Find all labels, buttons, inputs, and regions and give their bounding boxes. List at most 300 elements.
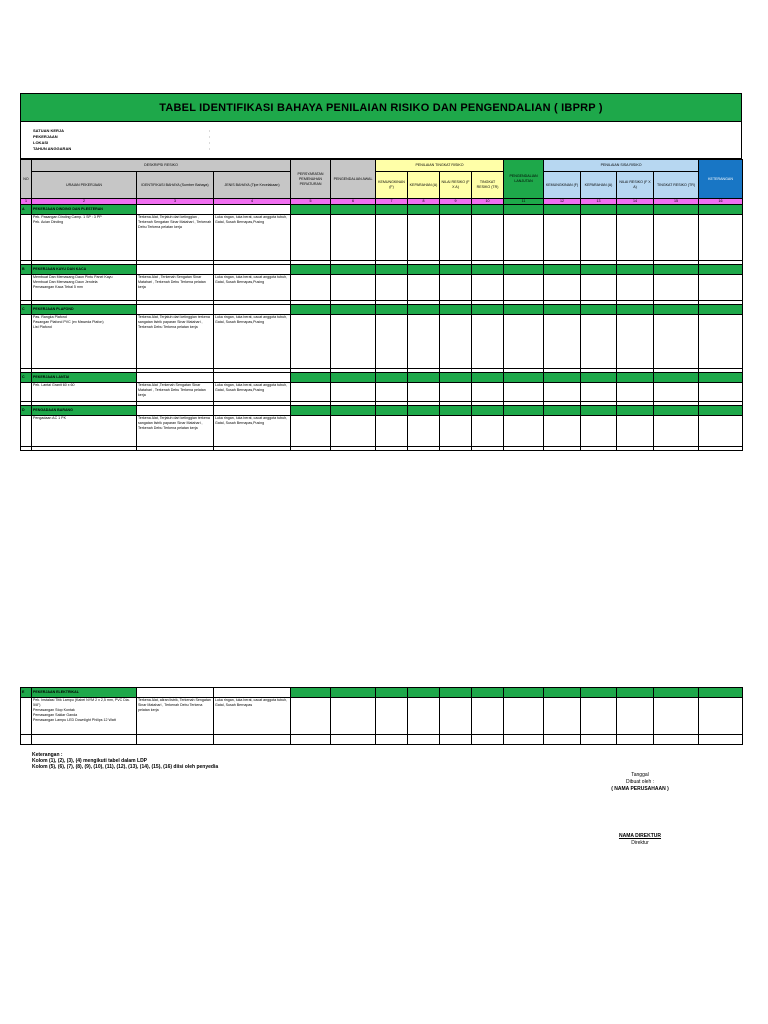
empty-cell (504, 698, 544, 735)
empty-cell (21, 698, 32, 735)
section-row (21, 265, 743, 275)
empty-cell (472, 735, 504, 745)
empty-cell (617, 698, 654, 735)
empty-cell (472, 447, 504, 451)
empty-cell (544, 735, 581, 745)
empty-cell (291, 383, 331, 402)
empty-cell (214, 406, 291, 416)
empty-cell (291, 275, 331, 301)
empty-cell (331, 315, 376, 369)
section-letter: D (21, 406, 32, 416)
empty-cell (581, 373, 617, 383)
empty-cell (654, 406, 699, 416)
signature-director-title: Direktur (631, 840, 649, 846)
info-colon: : (209, 146, 211, 151)
section-name: PEKERJAAN KAYU DAN KACA (32, 265, 137, 275)
empty-cell (408, 688, 440, 698)
empty-cell (291, 735, 331, 745)
blank-row-e (21, 735, 743, 745)
header-no: NO (21, 160, 32, 199)
empty-cell (504, 215, 544, 261)
empty-cell (21, 215, 32, 261)
empty-cell (544, 205, 581, 215)
section-letter: E (21, 688, 32, 698)
column-number: 5 (291, 199, 331, 205)
empty-cell (408, 416, 440, 447)
empty-cell (291, 315, 331, 369)
empty-cell (581, 698, 617, 735)
uraian-cell: Membuat Dan Memasang Daun Pintu Panel Kayu Membuat Dan Memasang Daun Jendela Pemasangan Kaca Tebal 5 mm (32, 275, 137, 301)
empty-cell (376, 735, 408, 745)
ibprp-sheet-continued (20, 687, 742, 745)
empty-cell (504, 373, 544, 383)
info-box (20, 122, 742, 159)
header-jenis: JENIS BAHAYA (Tipe Kecelakaan) (214, 172, 291, 199)
empty-cell (376, 383, 408, 402)
risk-table (20, 159, 743, 451)
empty-cell (654, 416, 699, 447)
empty-cell (544, 265, 581, 275)
header-penilaian-tingkat: PENILAIAN TINGKAT RISIKO (376, 160, 504, 172)
empty-cell (408, 275, 440, 301)
empty-cell (376, 315, 408, 369)
empty-cell (291, 373, 331, 383)
signature-footer (560, 833, 720, 847)
empty-cell (408, 698, 440, 735)
empty-cell (440, 215, 472, 261)
header-uraian: URAIAN PEKERJAAN (32, 172, 137, 199)
empty-cell (544, 688, 581, 698)
empty-cell (544, 416, 581, 447)
header-deskripsi: DESKRIPSI RESIKO (32, 160, 291, 172)
empty-cell (376, 205, 408, 215)
empty-cell (376, 698, 408, 735)
empty-cell (291, 406, 331, 416)
section-name: PEKERJAAN ELEKTRIKAL (32, 688, 137, 698)
empty-cell (472, 416, 504, 447)
empty-cell (21, 315, 32, 369)
empty-cell (137, 688, 214, 698)
identifikasi-cell: Terkena Alat , Terkenah Sengatan Sinar Matahari , Terkenah Debu Terkena pelatan kerja (137, 275, 214, 301)
empty-cell (376, 688, 408, 698)
empty-cell (654, 373, 699, 383)
empty-cell (408, 735, 440, 745)
empty-cell (504, 406, 544, 416)
empty-cell (699, 416, 743, 447)
empty-cell (137, 305, 214, 315)
empty-cell (617, 305, 654, 315)
column-number: 11 (504, 199, 544, 205)
page-title: TABEL IDENTIFIKASI BAHAYA PENILAIAN RISIKO DAN PENGENDALIAN ( IBPRP ) (159, 101, 603, 114)
risk-table-continued (20, 687, 743, 745)
detail-row (21, 416, 743, 447)
empty-cell (214, 265, 291, 275)
column-number: 8 (408, 199, 440, 205)
empty-cell (654, 383, 699, 402)
empty-cell (617, 265, 654, 275)
empty-cell (408, 383, 440, 402)
empty-cell (440, 735, 472, 745)
empty-cell (408, 305, 440, 315)
empty-cell (617, 383, 654, 402)
empty-cell (617, 406, 654, 416)
empty-cell (440, 275, 472, 301)
spacer-row (21, 447, 743, 451)
empty-cell (504, 447, 544, 451)
jenis-cell: Luka ringan, luka berat, cacat anggota tubuh, Gatal, Susah Bernapas (214, 698, 291, 735)
empty-cell (440, 406, 472, 416)
empty-cell (21, 416, 32, 447)
empty-cell (331, 698, 376, 735)
empty-cell (376, 406, 408, 416)
empty-cell (408, 315, 440, 369)
section-name: PEKERJAAN DINDING DAN PLESTERAN (32, 205, 137, 215)
empty-cell (137, 373, 214, 383)
empty-cell (331, 215, 376, 261)
empty-cell (214, 205, 291, 215)
empty-cell (291, 215, 331, 261)
uraian-cell: Pek. Instalasi Titik Lampu (Kabel NYM 2 x 2,5 mm, PVC Dia. 5/8") Pemasangan Stop Kontak Pemasangan Saklar Ganda Pemasangan Lampu LED Downlight Philips 12 Watt (32, 698, 137, 735)
empty-cell (408, 215, 440, 261)
notes-label: Keterangan : (32, 752, 63, 758)
empty-cell (472, 688, 504, 698)
column-number: 1 (21, 199, 32, 205)
empty-cell (699, 735, 743, 745)
empty-cell (472, 305, 504, 315)
empty-cell (504, 416, 544, 447)
header-tingkat-resiko-sisa: TINGKAT RESIKO (TR) (654, 172, 699, 199)
empty-cell (331, 265, 376, 275)
empty-cell (504, 315, 544, 369)
empty-cell (654, 688, 699, 698)
empty-cell (699, 265, 743, 275)
empty-cell (331, 406, 376, 416)
header-pengendalian-lanjutan: PENGENDALIAN LANJUTAN (504, 160, 544, 199)
section-name: PEKERJAAN LANTAI (32, 373, 137, 383)
empty-cell (21, 735, 32, 745)
section-name: PENGADAAN BARANG (32, 406, 137, 416)
column-number: 4 (214, 199, 291, 205)
empty-cell (581, 305, 617, 315)
identifikasi-cell: Terkena Alat, Terjatuh dari ketinggian terkena sangatan listrik paparan Sinar Matahari , Terkenah Debu Terkena pelatan kerja (137, 416, 214, 447)
empty-cell (21, 275, 32, 301)
empty-cell (408, 205, 440, 215)
header-persyaratan: PERSYARATAN PEMENUHAN PERATURAN (291, 160, 331, 199)
empty-cell (504, 735, 544, 745)
column-number: 2 (32, 199, 137, 205)
section-row (21, 373, 743, 383)
empty-cell (654, 275, 699, 301)
empty-cell (137, 265, 214, 275)
empty-cell (581, 735, 617, 745)
empty-cell (581, 265, 617, 275)
column-number: 16 (699, 199, 743, 205)
empty-cell (440, 315, 472, 369)
signature-header (560, 772, 720, 793)
empty-cell (699, 275, 743, 301)
empty-cell (440, 205, 472, 215)
empty-cell (137, 735, 214, 745)
empty-cell (408, 406, 440, 416)
empty-cell (331, 305, 376, 315)
empty-cell (137, 205, 214, 215)
jenis-cell: Luka ringan, luka berat, cacat anggota tubuh, Gatal, Susah Bernapas,Pusing (214, 275, 291, 301)
section-row (21, 305, 743, 315)
column-number: 15 (654, 199, 699, 205)
empty-cell (699, 447, 743, 451)
empty-cell (654, 305, 699, 315)
empty-cell (472, 205, 504, 215)
empty-cell (440, 698, 472, 735)
empty-cell (472, 383, 504, 402)
column-number: 13 (581, 199, 617, 205)
empty-cell (472, 373, 504, 383)
section-letter: C (21, 305, 32, 315)
header-identifikasi: IDENTIFIKASI BAHAYA (Sumber Bahaya) (137, 172, 214, 199)
empty-cell (654, 698, 699, 735)
empty-cell (581, 447, 617, 451)
empty-cell (617, 205, 654, 215)
empty-cell (472, 275, 504, 301)
empty-cell (581, 406, 617, 416)
empty-cell (21, 447, 32, 451)
detail-row (21, 383, 743, 402)
empty-cell (214, 688, 291, 698)
empty-cell (699, 315, 743, 369)
uraian-cell: Pas. Rangka Plafond Pasangan Plafond PVC (ex Msweda Plafon) List Plafond (32, 315, 137, 369)
column-number: 7 (376, 199, 408, 205)
empty-cell (376, 373, 408, 383)
empty-cell (699, 383, 743, 402)
identifikasi-cell: Terkena Alat, Terjatuh dari ketinggian terkena sangatan listrik paparan Sinar Matahari , Terkenah Debu Terkena pelatan kerja (137, 315, 214, 369)
header-kemungkinan: KEMUNGKINAN (F) (376, 172, 408, 199)
empty-cell (581, 688, 617, 698)
empty-cell (32, 447, 137, 451)
empty-cell (581, 383, 617, 402)
empty-cell (617, 215, 654, 261)
signature-company: ( NAMA PERUSAHAAN ) (611, 786, 669, 792)
empty-cell (331, 735, 376, 745)
empty-cell (291, 416, 331, 447)
info-label-lokasi: LOKASI (33, 140, 49, 145)
empty-cell (214, 447, 291, 451)
jenis-cell: Luka ringan, luka berat, cacat anggota tubuh, Gatal, Susah Bernapas,Pusing (214, 383, 291, 402)
header-keterangan: KETERANGAN (699, 160, 743, 199)
empty-cell (617, 735, 654, 745)
empty-cell (440, 265, 472, 275)
header-kemungkinan-sisa: KEMUNGKINAN (F) (544, 172, 581, 199)
empty-cell (699, 305, 743, 315)
empty-cell (617, 315, 654, 369)
empty-cell (472, 315, 504, 369)
section-body (21, 205, 743, 451)
empty-cell (504, 305, 544, 315)
empty-cell (544, 447, 581, 451)
column-number: 6 (331, 199, 376, 205)
info-label-tahun-anggaran: TAHUN ANGGARAN (33, 146, 72, 151)
empty-cell (699, 373, 743, 383)
empty-cell (376, 275, 408, 301)
empty-cell (504, 275, 544, 301)
empty-cell (440, 373, 472, 383)
empty-cell (376, 416, 408, 447)
notes-line-2: Kolom (5), (6), (7), (8), (9), (10), (11), (12), (13), (14), (15), (16) diisi oleh penyedia (32, 764, 219, 770)
empty-cell (440, 688, 472, 698)
empty-cell (544, 275, 581, 301)
empty-cell (331, 688, 376, 698)
header-penilaian-sisa: PENILAIAN SISA RISIKO (544, 160, 699, 172)
empty-cell (617, 688, 654, 698)
empty-cell (472, 215, 504, 261)
empty-cell (544, 315, 581, 369)
detail-row (21, 275, 743, 301)
empty-cell (504, 688, 544, 698)
section-name: PEKERJAAN PLAFOND (32, 305, 137, 315)
empty-cell (544, 698, 581, 735)
empty-cell (331, 275, 376, 301)
empty-cell (331, 373, 376, 383)
empty-cell (581, 215, 617, 261)
empty-cell (699, 215, 743, 261)
header-nilai-resiko: NILAI RESIKO (F X A) (440, 172, 472, 199)
section-row (21, 406, 743, 416)
empty-cell (137, 406, 214, 416)
detail-row (21, 315, 743, 369)
section-letter: B (21, 265, 32, 275)
empty-cell (581, 205, 617, 215)
signature-dibuat: Dibuat oleh : (625, 779, 655, 785)
header-keparahan: KEPARAHAN (A) (408, 172, 440, 199)
empty-cell (440, 416, 472, 447)
empty-cell (504, 265, 544, 275)
empty-cell (544, 215, 581, 261)
empty-cell (544, 373, 581, 383)
header-pengendalian-awal: PENGENDALIAN AWAL (331, 160, 376, 199)
header-keparahan-sisa: KEPARAHAN (A) (581, 172, 617, 199)
empty-cell (376, 305, 408, 315)
info-label-satuan-kerja: SATUAN KERJA (33, 128, 65, 133)
empty-cell (291, 688, 331, 698)
empty-cell (504, 205, 544, 215)
info-label-pekerjaan: PEKERJAAN (33, 134, 58, 139)
section-letter: C (21, 373, 32, 383)
signature-director-name: NAMA DIREKTUR (618, 833, 662, 839)
empty-cell (654, 265, 699, 275)
uraian-cell: Pengadaan AC 1 PK (32, 416, 137, 447)
uraian-cell: Pek. Lantai Granit 60 x 60 (32, 383, 137, 402)
detail-row-e (21, 698, 743, 735)
empty-cell (654, 735, 699, 745)
notes-line-1: Kolom (1), (2), (3), (4) mengikuti tabel dalam LDP (32, 758, 148, 764)
empty-cell (544, 305, 581, 315)
empty-cell (21, 383, 32, 402)
column-number: 14 (617, 199, 654, 205)
title-bar (20, 93, 742, 122)
section-letter: A (21, 205, 32, 215)
empty-cell (544, 383, 581, 402)
notes-block (32, 752, 218, 770)
empty-cell (472, 406, 504, 416)
jenis-cell: Luka ringan, luka berat, cacat anggota tubuh, Gatal, Susah Bernapas,Pusing (214, 215, 291, 261)
empty-cell (214, 373, 291, 383)
empty-cell (544, 406, 581, 416)
empty-cell (291, 698, 331, 735)
empty-cell (699, 688, 743, 698)
empty-cell (214, 305, 291, 315)
empty-cell (699, 406, 743, 416)
empty-cell (699, 698, 743, 735)
column-number: 3 (137, 199, 214, 205)
empty-cell (331, 447, 376, 451)
empty-cell (472, 265, 504, 275)
jenis-cell: Luka ringan, luka berat, cacat anggota tubuh, Gatal, Susah Bernapas,Pusing (214, 315, 291, 369)
info-colon: : (209, 134, 211, 139)
column-number: 12 (544, 199, 581, 205)
empty-cell (654, 447, 699, 451)
empty-cell (331, 416, 376, 447)
empty-cell (137, 447, 214, 451)
column-number: 10 (472, 199, 504, 205)
empty-cell (291, 305, 331, 315)
empty-cell (440, 447, 472, 451)
empty-cell (408, 265, 440, 275)
info-colon: : (209, 128, 211, 133)
info-colon: : (209, 140, 211, 145)
column-number: 9 (440, 199, 472, 205)
empty-cell (440, 383, 472, 402)
empty-cell (376, 265, 408, 275)
section-row-e (21, 688, 743, 698)
empty-cell (654, 315, 699, 369)
empty-cell (654, 205, 699, 215)
empty-cell (408, 373, 440, 383)
empty-cell (291, 265, 331, 275)
header-nilai-resiko-sisa: NILAI RESIKO (F X A) (617, 172, 654, 199)
ibprp-sheet (20, 93, 742, 451)
empty-cell (331, 383, 376, 402)
empty-cell (581, 315, 617, 369)
identifikasi-cell: Terkena Alat, Terjatuh dari ketinggian , Terkenah Sengatan Sinar Matahari , Terkenah Debu Terkena pelatan kerja (137, 215, 214, 261)
empty-cell (291, 205, 331, 215)
identifikasi-cell: Terkena Alat ,Terkenah Sengatan Sinar Matahari , Terkenah Debu Terkena pelatan kerja (137, 383, 214, 402)
empty-cell (617, 275, 654, 301)
header-tingkat-resiko: TINGKAT RESIKO (TR) (472, 172, 504, 199)
empty-cell (440, 305, 472, 315)
empty-cell (376, 447, 408, 451)
empty-cell (617, 447, 654, 451)
empty-cell (654, 215, 699, 261)
identifikasi-cell: Terkena Alat, aliran listrik, Terkenah Sengatan Sinar Matahari , Terkenah Debu Terkena pelatan kerja (137, 698, 214, 735)
empty-cell (617, 416, 654, 447)
empty-cell (214, 735, 291, 745)
empty-cell (699, 205, 743, 215)
empty-cell (408, 447, 440, 451)
section-row (21, 205, 743, 215)
empty-cell (32, 735, 137, 745)
uraian-cell: Pek. Pasangan Dinding Camp. 1 SP : 3 PP Pek. Acian Dinding (32, 215, 137, 261)
empty-cell (376, 215, 408, 261)
detail-row (21, 215, 743, 261)
jenis-cell: Luka ringan, luka berat, cacat anggota tubuh, Gatal, Susah Bernapas,Pusing (214, 416, 291, 447)
empty-cell (331, 205, 376, 215)
empty-cell (472, 698, 504, 735)
empty-cell (291, 447, 331, 451)
empty-cell (581, 275, 617, 301)
empty-cell (581, 416, 617, 447)
empty-cell (504, 383, 544, 402)
empty-cell (617, 373, 654, 383)
signature-tanggal: Tanggal (631, 772, 649, 778)
